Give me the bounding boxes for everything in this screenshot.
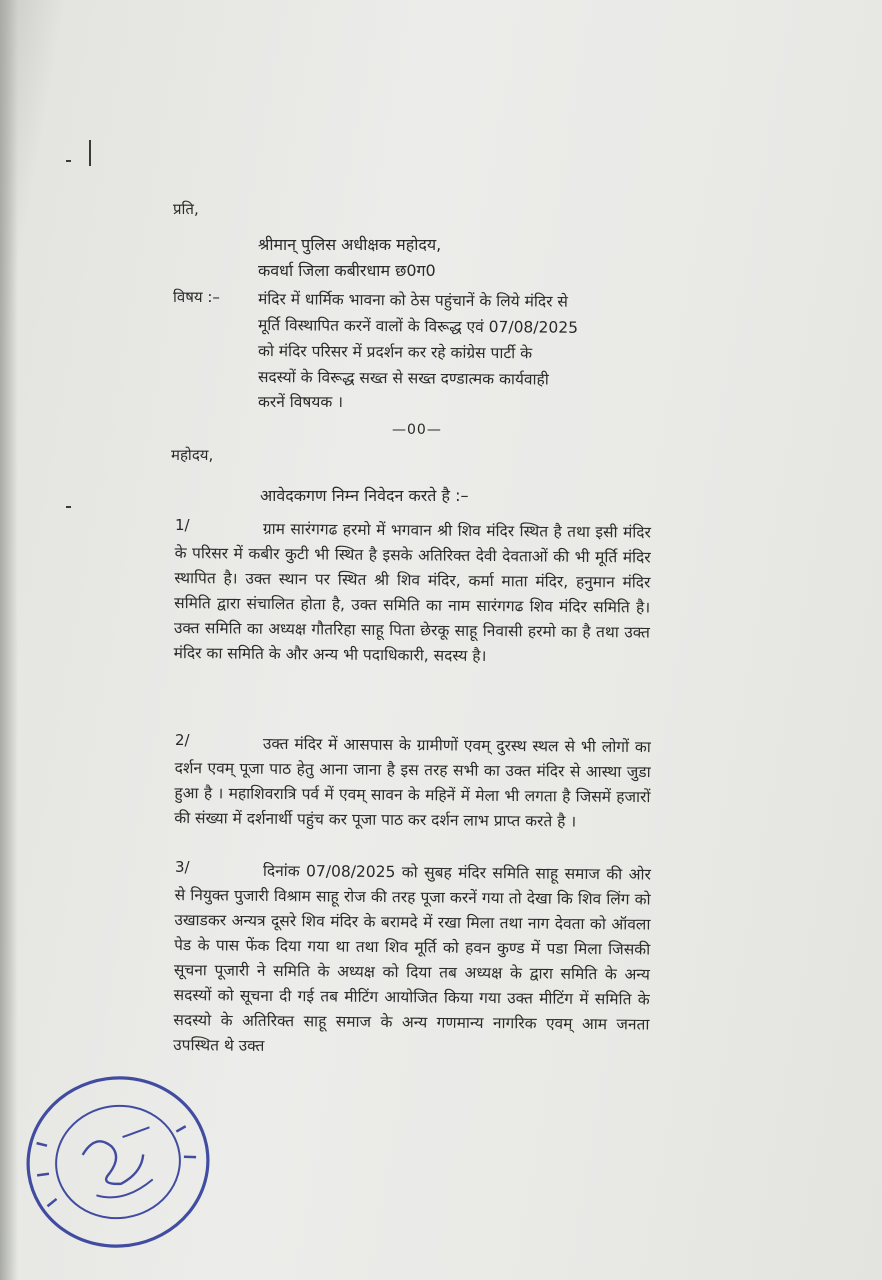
official-seal — [22, 1072, 214, 1252]
addressee-line-1: श्रीमान् पुलिस अधीक्षक महोदय, — [258, 235, 442, 254]
intro-line: आवेदकगण निम्न निवेदन करते है :– — [260, 486, 469, 505]
paragraph-2: उक्त मंदिर में आसपास के ग्रामीणों एवम् दुरस्थ स्थल से भी लोगों का दर्शन एवम् पूजा पाठ हेतु आना जाना है इस तरह सभी का उक्त मंदिर से आस्था जुडा हुआ है । महाशिवरात्रि पर्व में एवम् सावन के महिनें में मेला भी लगता है जिसमें हजारों की संख्या में दर्शनार्थी पहुंच कर पूजा पाठ कर दर्शन लाभ प्राप्त करते है । — [174, 734, 651, 831]
paragraph-number: 3/ — [175, 858, 190, 876]
to-label: प्रति, — [173, 200, 199, 218]
subject-label: विषय :– — [173, 288, 220, 306]
addressee-line-2: कवर्धा जिला कबीरधाम छ0ग0 — [258, 261, 436, 280]
subject-line: को मंदिर परिसर में प्रदर्शन कर रहे कांग्रेस पार्टी के — [257, 342, 533, 363]
paragraph-3: दिनांक 07/08/2025 को सुबह मंदिर समिति साहू समाज की ओर से नियुक्त पुजारी विश्राम साहू रोज की तरह पूजा करनें गया तो देखा कि शिव लिंग को उखाडकर अन्यत्र दूसरे शिव मंदिर के बरामदे में रखा मिला तथा नाग देवता को ऑवला पेड के पास फेंक दिया गया था तथा शिव मूर्ति को हवन कुण्ड में पडा मिला जिसकी सूचना पूजारी ने समिति के अध्यक्ष को दिया तब अध्यक्ष के द्वारा समिति के अन्य सदस्यों को सूचना दी गई तब मीटिंग आयोजित किया गया उक्त मीटिंग में समिति के सदस्यो के अतिरिक्त साहू समाज के अन्य गणमान्य नागरिक एवम् आम जनता उपस्थित थे उक्त — [173, 861, 651, 1055]
divider: —00— — [392, 422, 442, 438]
margin-tick — [66, 506, 71, 508]
subject-line: करनें विषयक । — [258, 393, 344, 411]
paragraph-number: 2/ — [175, 731, 190, 749]
subject-line: मूर्ति विस्थापित करनें वालों के विरूद्ध एवं 07/08/2025 — [257, 316, 579, 337]
salutation: महोदय, — [171, 446, 214, 464]
paragraph-1: ग्राम सारंगगढ हरमो में भगवान श्री शिव मंदिर स्थित है तथा इसी मंदिर के परिसर में कबीर कुटी भी स्थित है इसके अतिरिक्त देवी देवताओं की भी मूर्ति मंदिर स्थापित है। उक्त स्थान पर स्थित श्री शिव मंदिर, कर्मा माता मंदिर, हनुमान मंदिर समिति द्वारा संचालित होता है, उक्त समिति का नाम सारंगगढ शिव मंदिर समिति है। उक्त समिति का अध्यक्ष गौतरिहा साहू पिता छेरकू साहू निवासी हरमो का है तथा उक्त मंदिर का समिति के और अन्य भी पदाधिकारी, सदस्य है। — [173, 519, 651, 665]
subject-line: सदस्यों के विरूद्ध सख्त से सख्त दण्डात्मक कार्यवाही — [257, 368, 549, 389]
paragraph-number: 1/ — [175, 516, 190, 534]
page-edge-shadow — [0, 0, 18, 1280]
subject-line: मंदिर में धार्मिक भावना को ठेस पहुंचानें के लिये मंदिर से — [257, 290, 568, 311]
margin-mark — [89, 140, 91, 166]
margin-tick — [66, 160, 71, 162]
